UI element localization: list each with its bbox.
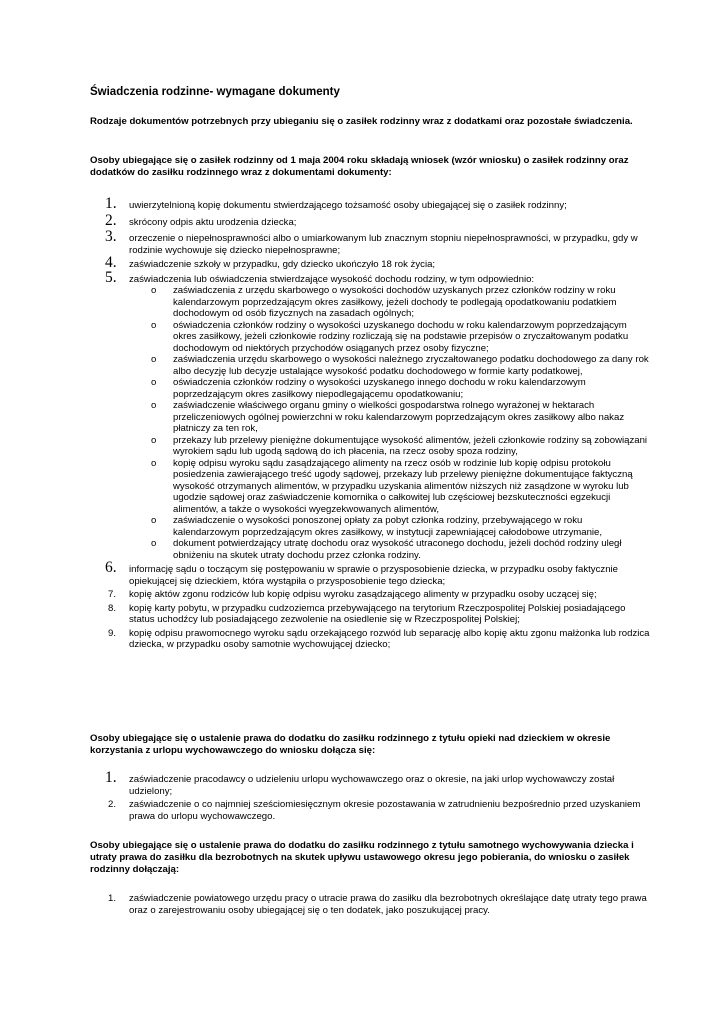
intro-paragraph: Rodzaje dokumentów potrzebnych przy ubieganiu się o zasiłek rodzinny wraz z dodatkami oraz pozostałe świadczenia. — [90, 116, 633, 127]
sublist-item — [129, 377, 650, 400]
bullet-icon: o — [151, 400, 157, 411]
sublist-text: oświadczenia członków rodziny o wysokości uzyskanego dochodu w roku kalendarzowym poprzedzającym okres zasiłkowy, jeżeli członkowie rodziny rozliczają się na podstawie przepisów o zryczałtowanym podatku dochodowym od niektórych przychodów osiąganych przez osoby fizyczne; — [173, 319, 629, 354]
section1-list — [90, 195, 650, 651]
list-item — [90, 559, 650, 587]
bullet-icon: o — [151, 515, 157, 526]
sublist-text: zaświadczenie właściwego organu gminy o wielkości gospodarstwa rolnego wyrażonej w hektarach przeliczeniowych ogólnej powierzchni w roku kalendarzowym poprzedzającym okres zasiłkowy albo nakaz płatniczy za ten rok, — [173, 400, 625, 434]
list-number: 6. — [105, 559, 117, 576]
list-item — [90, 211, 650, 229]
bullet-icon: o — [151, 434, 157, 446]
sublist-item — [129, 400, 650, 435]
list-text: kopię odpisu prawomocnego wyroku sądu orzekającego rozwód lub separację albo kopię aktu zgonu małżonka lub rodzica dziecka, w przypadku osoby samotnie wychowującej dziecko; — [129, 627, 650, 650]
section1-heading: Osoby ubiegające się o zasiłek rodzinny od 1 maja 2004 roku składają wniosek (wzór wniosku) o zasiłek rodzinny oraz dodatków do zasiłku rodzinnego wraz z dokumentami dokumenty: — [90, 155, 629, 178]
list-number: 2. — [108, 799, 117, 810]
bullet-icon: o — [151, 538, 157, 549]
list-item — [90, 195, 650, 212]
bullet-icon: o — [151, 377, 157, 388]
list-number: 5. — [105, 268, 117, 286]
bullet-icon: o — [151, 354, 157, 365]
list-text: orzeczenie o niepełnosprawności albo o umiarkowanym lub znacznym stopniu niepełnosprawności, w przypadku, gdy w rodzinie wychowuje się dziecko niepełnosprawne; — [129, 233, 638, 256]
sublist-text: przekazy lub przelewy pieniężne dokumentujące wysokość alimentów, jeżeli członkowie rodziny są zobowiązani wyrokiem sądu lub ugodą sądową do ich płacenia, na rzecz osoby spoza rodziny, — [173, 434, 648, 457]
list-item — [90, 268, 650, 562]
list-number: 7. — [108, 589, 117, 600]
list-text: zaświadczenie pracodawcy o udzieleniu urlopu wychowawczego oraz o okresie, na jaki urlop wychowawczy został udzielony; — [129, 774, 615, 797]
bullet-icon: o — [151, 457, 157, 469]
list-text: zaświadczenie szkoły w przypadku, gdy dziecko ukończyło 18 rok życia; — [129, 259, 436, 270]
list-number: 1. — [105, 769, 117, 786]
document-title: Świadczenia rodzinne- wymagane dokumenty — [90, 86, 340, 98]
sublist-text: oświadczenia członków rodziny o wysokości uzyskanego innego dochodu w roku kalendarzowym poprzedzającym okres zasiłkowy niepodlegającemu opodatkowaniu; — [173, 377, 586, 400]
bullet-icon: o — [151, 319, 157, 331]
list-number: 1. — [105, 195, 117, 212]
list-text: uwierzytelnioną kopię dokumentu stwierdzającego tożsamość osoby ubiegającej się o zasiłek rodzinny; — [129, 200, 567, 211]
sublist-text: kopię odpisu wyroku sądu zasądzającego alimenty na rzecz osób w rodzinie lub kopię odpisu protokołu posiedzenia zawierającego treść ugody sądowej, przekazy lub przelewy pieniężne dokumentujące faktyczną wysokość otrzymanych alimentów, w przypadku uzyskania alimentów niższych niż zasądzone w wyroku lub ugodzie sądowej oraz zaświadczenie komornika o całkowitej lub częściowej bezskuteczności egzekucji alimentów, a także o wysokości wyegzekwowanych alimentów, — [173, 457, 633, 515]
list-number: 8. — [108, 602, 117, 614]
list-item — [90, 799, 650, 822]
section3-heading: Osoby ubiegające się o ustalenie prawa do dodatku do zasiłku rodzinnego z tytułu samotnego wychowywania dziecka i utraty prawa do zasiłku dla bezrobotnych na skutek upływu ustawowego okresu jego pobierania, do wniosku o zasiłek rodzinny dołączają: — [90, 840, 634, 875]
section2-list — [90, 769, 650, 822]
list-item — [90, 254, 650, 271]
section2-heading: Osoby ubiegające się o ustalenie prawa do dodatku do zasiłku rodzinnego z tytułu opieki nad dzieckiem w okresie korzystania z urlopu wychowawczego do wniosku dołącza się: — [90, 733, 611, 756]
list-number: 3. — [105, 228, 117, 245]
list-text: informację sądu o toczącym się postępowaniu w sprawie o przysposobienie dziecka, w przypadku osoby faktycznie opiekującej się dzieckiem, która wystąpiła o przysposobienie tego dziecka; — [129, 564, 618, 587]
sublist-item — [129, 515, 650, 538]
list-item — [90, 603, 650, 626]
sublist-text: zaświadczenie o wysokości ponoszonej opłaty za pobyt członka rodziny, przebywającego w roku kalendarzowym poprzedzającym okres zasiłkowy, w instytucji zapewniającej całodobowe utrzymanie, — [173, 515, 603, 538]
sublist-item — [129, 435, 650, 458]
list-item — [90, 893, 650, 916]
bullet-icon: o — [151, 285, 157, 296]
income-documents-sublist — [129, 285, 650, 561]
sublist-text: zaświadczenia z urzędu skarbowego o wysokości dochodów uzyskanych przez członków rodziny w roku kalendarzowym poprzedzającym okres zasiłkowy, jeżeli dochody te podlegają opodatkowaniu podatkiem dochodowym od osób fizycznych na zasadach ogólnych; — [173, 285, 617, 319]
list-number: 1. — [108, 893, 117, 904]
list-number: 2. — [105, 211, 117, 229]
sublist-text: dokument potwierdzający utratę dochodu oraz wysokość utraconego dochodu, jeżeli dochód rodziny uległ obniżeniu na skutek utraty dochodu przez członka rodziny. — [173, 538, 622, 561]
list-text: skrócony odpis aktu urodzenia dziecka; — [129, 216, 297, 228]
list-item — [90, 228, 650, 256]
list-text: kopię karty pobytu, w przypadku cudzoziemca przebywającego na terytorium Rzeczpospolitej Polskiej posiadającego status uchodźcy lub posiadającego zezwolenie na osiedlenie się w Rzeczpospolitej Polskiej; — [129, 602, 626, 625]
list-text: zaświadczenia lub oświadczenia stwierdzające wysokość dochodu rodziny, w tym odpowiednio: — [129, 273, 535, 285]
list-text: zaświadczenie powiatowego urzędu pracy o utracie prawa do zasiłku dla bezrobotnych określające datę utraty tego prawa oraz o zarejestrowaniu osoby ubiegającej się o ten dodatek, jako poszukującej pracy. — [129, 893, 647, 916]
sublist-text: zaświadczenia urzędu skarbowego o wysokości należnego zryczałtowanego podatku dochodowego za dany rok albo decyzję lub decyzje ustalające wysokość podatku dochodowego w formie karty podatkowej, — [173, 354, 649, 377]
list-text: zaświadczenie o co najmniej sześciomiesięcznym okresie pozostawania w zatrudnieniu bezpośrednio przed uzyskaniem prawa do urlopu wychowawczego. — [129, 799, 641, 822]
list-item — [90, 589, 650, 601]
sublist-item — [129, 285, 650, 320]
section3-list — [90, 893, 650, 916]
list-number: 9. — [108, 627, 117, 639]
list-text: kopię aktów zgonu rodziców lub kopię odpisu wyroku zasądzającego alimenty w przypadku osoby uczącej się; — [129, 589, 597, 600]
list-item — [90, 769, 650, 797]
list-number: 4. — [105, 254, 117, 271]
sublist-item — [129, 458, 650, 516]
sublist-item — [129, 354, 650, 377]
list-item — [90, 628, 650, 651]
sublist-item — [129, 320, 650, 355]
sublist-item — [129, 538, 650, 561]
